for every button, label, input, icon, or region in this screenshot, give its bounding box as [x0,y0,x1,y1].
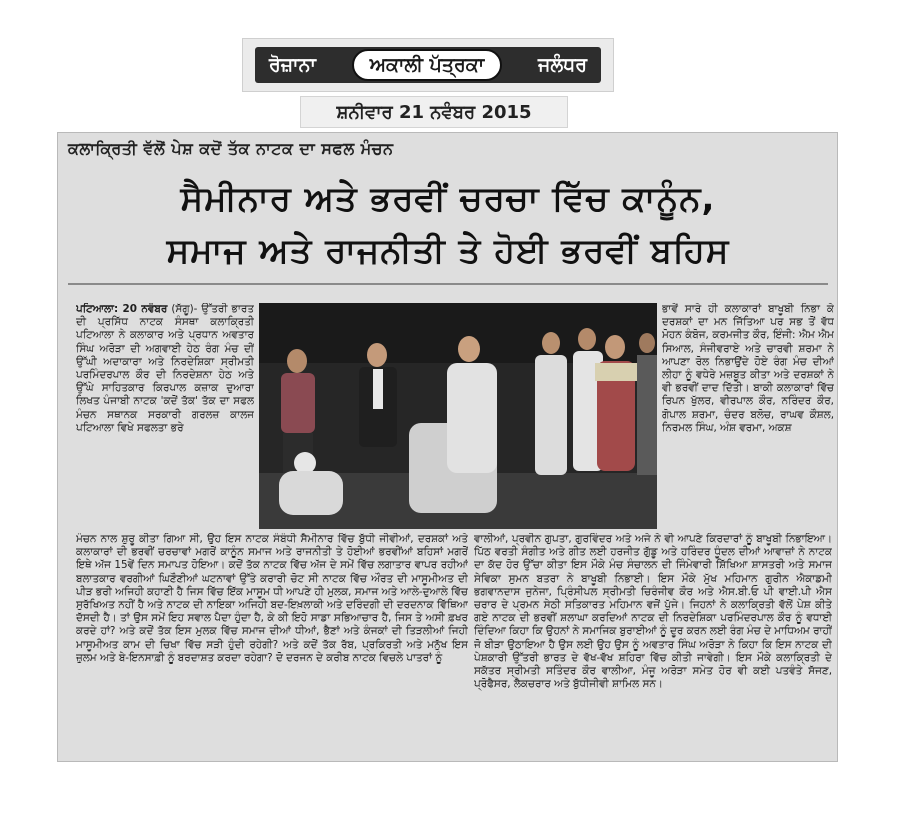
kicker: ਕਲਾਕ੍ਰਿਤੀ ਵੱਲੋਂ ਪੇਸ਼ ਕਦੋਂ ਤੱਕ ਨਾਟਕ ਦਾ ਸਫਲ ਮੰਚਨ [68,139,394,158]
headline [68,173,828,277]
column-left-text: (ਸੱਗੂ)- ਉੱਤਰੀ ਭਾਰਤ ਦੀ ਪ੍ਰਸਿੱਧ ਨਾਟਕ ਸੰਸਥਾ ਕਲਾਕ੍ਰਿਤੀ ਪਟਿਆਲਾ ਨੇ ਕਲਾਕਾਰ ਅਤੇ ਪ੍ਰਧਾਨ ਅਵਤਾਰ ਸਿੰਘ ਅਰੋੜਾ ਦੀ ਅਗਵਾਈ ਹੇਠ ਰੰਗ ਮੰਚ ਦੀਂ ਉੱਘੀ ਅਦਾਕਾਰਾ ਅਤੇ ਨਿਰਦੇਸ਼ਿਕਾ ਸ੍ਰੀਮਤੀ ਪਰਮਿੰਦਰਪਾਲ ਕੌਰ ਦੀ ਨਿਰਦੇਸ਼ਨਾ ਹੇਠ ਅਤੇ ਉੱਘੇ ਸਾਹਿਤਕਾਰ ਕਿਰਪਾਲ ਕਜ਼ਾਕ ਦੁਆਰਾ ਲਿਖਤ ਪੰਜਾਬੀ ਨਾਟਕ 'ਕਦੋਂ ਤੱਕ' ਤੱਕ ਦਾ ਸਫਲ ਮੰਚਨ ਸਥਾਨਕ ਸਰਕਾਰੀ ਗਰਲਜ਼ ਕਾਲਜ ਪਟਿਆਲਾ ਵਿਖੇ ਸਫਲਤਾ ਭਰੇ [76,303,254,434]
masthead-title: ਅਕਾਲੀ ਪੱਤ੍ਰਕਾ [352,49,503,81]
byline: ਪਟਿਆਲਾ: 20 ਨਵੰਬਰ [76,303,168,315]
headline-divider [68,283,828,285]
stage-performance-photo [259,303,657,529]
masthead-left: ਰੋਜ਼ਾਨਾ [269,54,316,76]
column-left [76,303,254,531]
masthead-city: ਜਲੰਧਰ [537,54,587,76]
column-bottom-right-text: ਵਾਲੀਆਂ, ਪ੍ਰਵੀਨ ਗੁਪਤਾ, ਗੁਰਵਿੰਦਰ ਅਤੇ ਅਜੇ ਨੇ ਵੀ ਆਪਣੇ ਕਿਰਦਾਰਾਂ ਨੂੰ ਬਾਖੂਬੀ ਨਿਭਾਇਆ। ਪਿੱਠ ਵਰਤੀ ਸੰਗੀਤ ਅਤੇ ਗੀਤ ਲਈ ਹਰਜੀਤ ਗੁੱਡੂ ਅਤੇ ਹਰਿੰਦਰ ਧੂੰਦਲ ਦੀਆਂ ਆਵਾਜ਼ਾਂ ਨੇ ਨਾਟਕ ਦਾ ਕੱਦ ਹੋਰ ਉੱਚਾ ਕੀਤਾ ਇਸ ਮੌਕੇ ਮੰਚ ਸੰਚਾਲਨ ਦੀ ਜਿੰਮੇਵਾਰੀ ਸ਼ਿੱਖਿਆ ਸ਼ਾਸਤਰੀ ਅਤੇ ਸਮਾਜ ਸੇਵਿਕਾ ਸੁਮਨ ਬਤਰਾ ਨੇ ਬਾਖੂਬੀ ਨਿਭਾਈ। ਇਸ ਮੌਕੇ ਮੁੱਖ ਮਹਿਮਾਨ ਗੁਰੀਨ ਐਕਾਡਮੀ ਭਗਵਾਨਦਾਸ ਜੁਨੇਜਾ, ਪ੍ਰਿੰਸੀਪਲ ਸ੍ਰੀਮਤੀ ਚਿਰੰਜੀਵ ਕੌਰ ਅਤੇ ਐਸ.ਬੀ.ਓ ਪੀ ਵਾਈ.ਪੀ ਐਸ ਚਰਾਰ ਦੇ ਪ੍ਰਮਨ ਸੇਠੀ ਸਤਿਕਾਰਤ ਮਹਿਮਾਨ ਵਜੋਂ ਪੁੱਜੇ। ਜਿਹਨਾਂ ਨੇ ਕਲਾਕ੍ਰਿਤੀ ਵੱਲੋਂ ਪੇਸ਼ ਕੀਤੇ ਗਏ ਨਾਟਕ ਦੀ ਭਰਵੀਂ ਸ਼ਲਾਘਾ ਕਰਦਿਆਂ ਨਾਟਕ ਦੀ ਨਿਰਦੇਸ਼ਿਕਾ ਪਰਮਿੰਦਰਪਾਲ ਕੌਰ ਨੂੰ ਵਧਾਈ ਦਿੰਦਿਆ ਕਿਹਾ ਕਿ ਉਹਨਾਂ ਨੇ ਸਮਾਜਿਕ ਬੁਰਾਈਆਂ ਨੂੰ ਦੂਰ ਕਰਨ ਲਈ ਰੰਗ ਮੰਚ ਦੇ ਮਾਧਿਅਮ ਰਾਹੀਂ ਜੋ ਬੀੜਾ ਉਠਾਇਆ ਹੈ ਉਸ ਲਈ ਉਹ ਉਸ ਨੂੰ ਅਵਤਾਰ ਸਿੰਘ ਅਰੋੜਾ ਨੇ ਕਿਹਾ ਕਿ ਇਸ ਨਾਟਕ ਦੀ ਪੇਸ਼ਕਾਰੀ ਉੱਤਰੀ ਭਾਰਤ ਦੇ ਵੱਖ-ਵੱਖ ਸ਼ਹਿਰਾ ਵਿੱਚ ਕੀਤੀ ਜਾਵੇਗੀ। ਇਸ ਮੌਕੇ ਕਲਾਕ੍ਰਿਤੀ ਦੇ ਸਕੱਤਰ ਸ੍ਰੀਮਤੀ ਸਤਿੰਦਰ ਕੌਰ ਵਾਲੀਆ, ਮੰਜੂ ਅਰੋੜਾ ਸਮੇਤ ਹੋਰ ਵੀ ਕਈ ਪਤਵੰਤੇ ਸੱਜਣ, ਪ੍ਰੋਫੈਸਰ, ਲੈਕਚਰਾਰ ਅਤੇ ਬੁੱਧੀਜੀਵੀ ਸ਼ਾਮਿਲ ਸਨ। [474,533,832,691]
photo-illustration [259,303,657,529]
column-right [662,303,834,531]
column-bottom-right [474,533,832,755]
column-right-text: ਭਾਵੇਂ ਸਾਰੇ ਹੀ ਕਲਾਕਾਰਾਂ ਬਾਖੂਬੀ ਨਿਭਾ ਕੇ ਦਰਸ਼ਕਾਂ ਦਾ ਮਨ ਜਿੱਤਿਆ ਪਰ ਸਭ ਤੋਂ ਵੱਧ ਮੋਹਨ ਕੰਬੋਜ, ਕਰਮਜੀਤ ਕੌਰ, ਇੰਜੀ: ਐਮ ਐਮ ਸਿਆਲ, ਸੰਜੀਵਰਾਏ ਅਤੇ ਚਾਰਵੀ ਸ਼ਰਮਾ ਨੇ ਆਪਣਾ ਰੋਲ ਨਿਭਾਉਂਦੇ ਹੋਏ ਰੰਗ ਮੰਚ ਦੀਆਂ ਲੀਹਾ ਨੂੰ ਵਧੇਰੇ ਮਜ਼ਬੂਤ ਕੀਤਾ ਅਤੇ ਦਰਸ਼ਕਾਂ ਨੇ ਵੀ ਭਰਵੀਂ ਦਾਦ ਦਿੱਤੀ। ਬਾਕੀ ਕਲਾਕਾਰਾਂ ਵਿੱਚ ਰਿਪਨ ਖੁੱਲਰ, ਵੀਰਪਾਲ ਕੌਰ, ਨਰਿੰਦਰ ਕੌਰ, ਗੋਪਾਲ ਸ਼ਰਮਾ, ਚੰਦਰ ਬਲੋਚ, ਰਾਘਵ ਕੌਸ਼ਲ, ਨਿਰਮਲ ਸਿੰਘ, ਅੰਸ਼ ਵਰਮਾ, ਅਕਸ਼ [662,303,834,434]
masthead [242,38,614,92]
dateline: ਸ਼ਨੀਵਾਰ 21 ਨਵੰਬਰ 2015 [300,96,568,128]
headline-line-1: ਸੈਮੀਨਾਰ ਅਤੇ ਭਰਵੀਂ ਚਰਚਾ ਵਿੱਚ ਕਾਨੂੰਨ, [180,179,716,219]
column-bottom-left [76,533,468,755]
masthead-banner [255,47,601,83]
news-clipping [57,132,838,762]
column-bottom-left-text: ਮੰਚਨ ਨਾਲ ਸ਼ੁਰੂ ਕੀਤਾ ਗਿਆ ਸੀ, ਉਹ ਇਸ ਨਾਟਕ ਸੰਬੰਧੀ ਸੈਮੀਨਾਰ ਵਿੱਚ ਬੁੱਧੀ ਜੀਵੀਆਂ, ਦਰਸ਼ਕਾਂ ਅਤੇ ਕਲਾਕਾਰਾਂ ਦੀ ਭਰਵੀਂ ਚਰਚਾਵਾਂ ਮਗਰੋਂ ਕਾਨੂੰਨ ਸਮਾਜ ਅਤੇ ਰਾਜਨੀਤੀ ਤੇ ਹੋਈਆਂ ਭਰਵੀਂਆਂ ਬਹਿਸਾਂ ਮਗਰੋਂ ਇਥੇ ਅੱਜ 15ਵੇਂ ਦਿਨ ਸਮਾਪਤ ਹੋਇਆ। ਕਦੋਂ ਤੱਕ ਨਾਟਕ ਵਿੱਚ ਅੱਜ ਦੇ ਸਮੇਂ ਵਿੱਚ ਲਗਾਤਾਰ ਵਾਪਰ ਰਹੀਆਂ ਬਲਾਤਕਾਰ ਵਰਗੀਆਂ ਘਿਣੌਣੀਆਂ ਘਟਨਾਵਾਂ ਉੱਤੇ ਕਰਾਰੀ ਚੋਟ ਸੀ ਨਾਟਕ ਵਿੱਚ ਔਰਤ ਦੀ ਮਾਸੂਮੀਅਤ ਦੀ ਪੀੜ ਭਰੀ ਅਜਿਹੀ ਕਹਾਣੀ ਹੈ ਜਿਸ ਵਿੱਚ ਇੱਕ ਮਾਸੂਮ ਧੀ ਆਪਣੇ ਹੀ ਮੁਲਕ, ਸਮਾਜ ਅਤੇ ਆਲੇ-ਦੁਆਲੇ ਵਿੱਚ ਸੁਰੱਖਿਅਤ ਨਹੀਂ ਹੈ ਅਤੇ ਨਾਟਕ ਦੀ ਨਾਇਕਾ ਅਜਿਹੀ ਬਦ-ਇਖ਼ਲਾਕੀ ਅਤੇ ਦਰਿੰਦਗੀ ਦੀ ਦਰਦਨਾਕ ਵਿੱਥਿਆ ਦੱਸਦੀ ਹੈ। ਤਾਂ ਉਸ ਸਮੇਂ ਇਹ ਸਵਾਲ ਪੈਦਾ ਹੁੰਦਾ ਹੈ, ਕੇ ਕੀ ਇਹੋ ਸਾਡਾ ਸਭਿਆਚਾਰ ਹੈ, ਜਿਸ ਤੇ ਅਸੀ ਫ਼ਖਰ ਕਰਦੇ ਹਾਂ? ਅਤੇ ਕਦੋਂ ਤੱਕ ਇਸ ਮੁਲਕ ਵਿੱਚ ਸਮਾਜ ਦੀਆਂ ਧੀਆਂ, ਭੈਣਾਂ ਅਤੇ ਕੰਜਕਾਂ ਦੀ ਤਿੜਲੀਆਂ ਜਿਹੀ ਮਾਸੂਮੀਅਤ ਕਾਮ ਦੀ ਚਿਖਾ ਵਿੱਚ ਸੜੀ ਹੁੰਦੀ ਰਹੇਗੀ? ਅਤੇ ਕਦੋਂ ਤੱਕ ਰੱਬ, ਪ੍ਰਕਿਰਤੀ ਅਤੇ ਮਨੁੱਖ ਇਸ ਜ਼ੁਲਮ ਅਤੇ ਬੇ-ਇਨਸਾਫ਼ੀ ਨੂੰ ਬਰਦਾਸ਼ਤ ਕਰਦਾ ਰਹੇਗਾ? ਦੋ ਦਰਜਨ ਦੇ ਕਰੀਬ ਨਾਟਕ ਵਿਚਲੇ ਪਾਤਰਾਂ ਨੂੰ [76,533,468,664]
headline-line-2: ਸਮਾਜ ਅਤੇ ਰਾਜਨੀਤੀ ਤੇ ਹੋਈ ਭਰਵੀਂ ਬਹਿਸ [166,231,730,271]
